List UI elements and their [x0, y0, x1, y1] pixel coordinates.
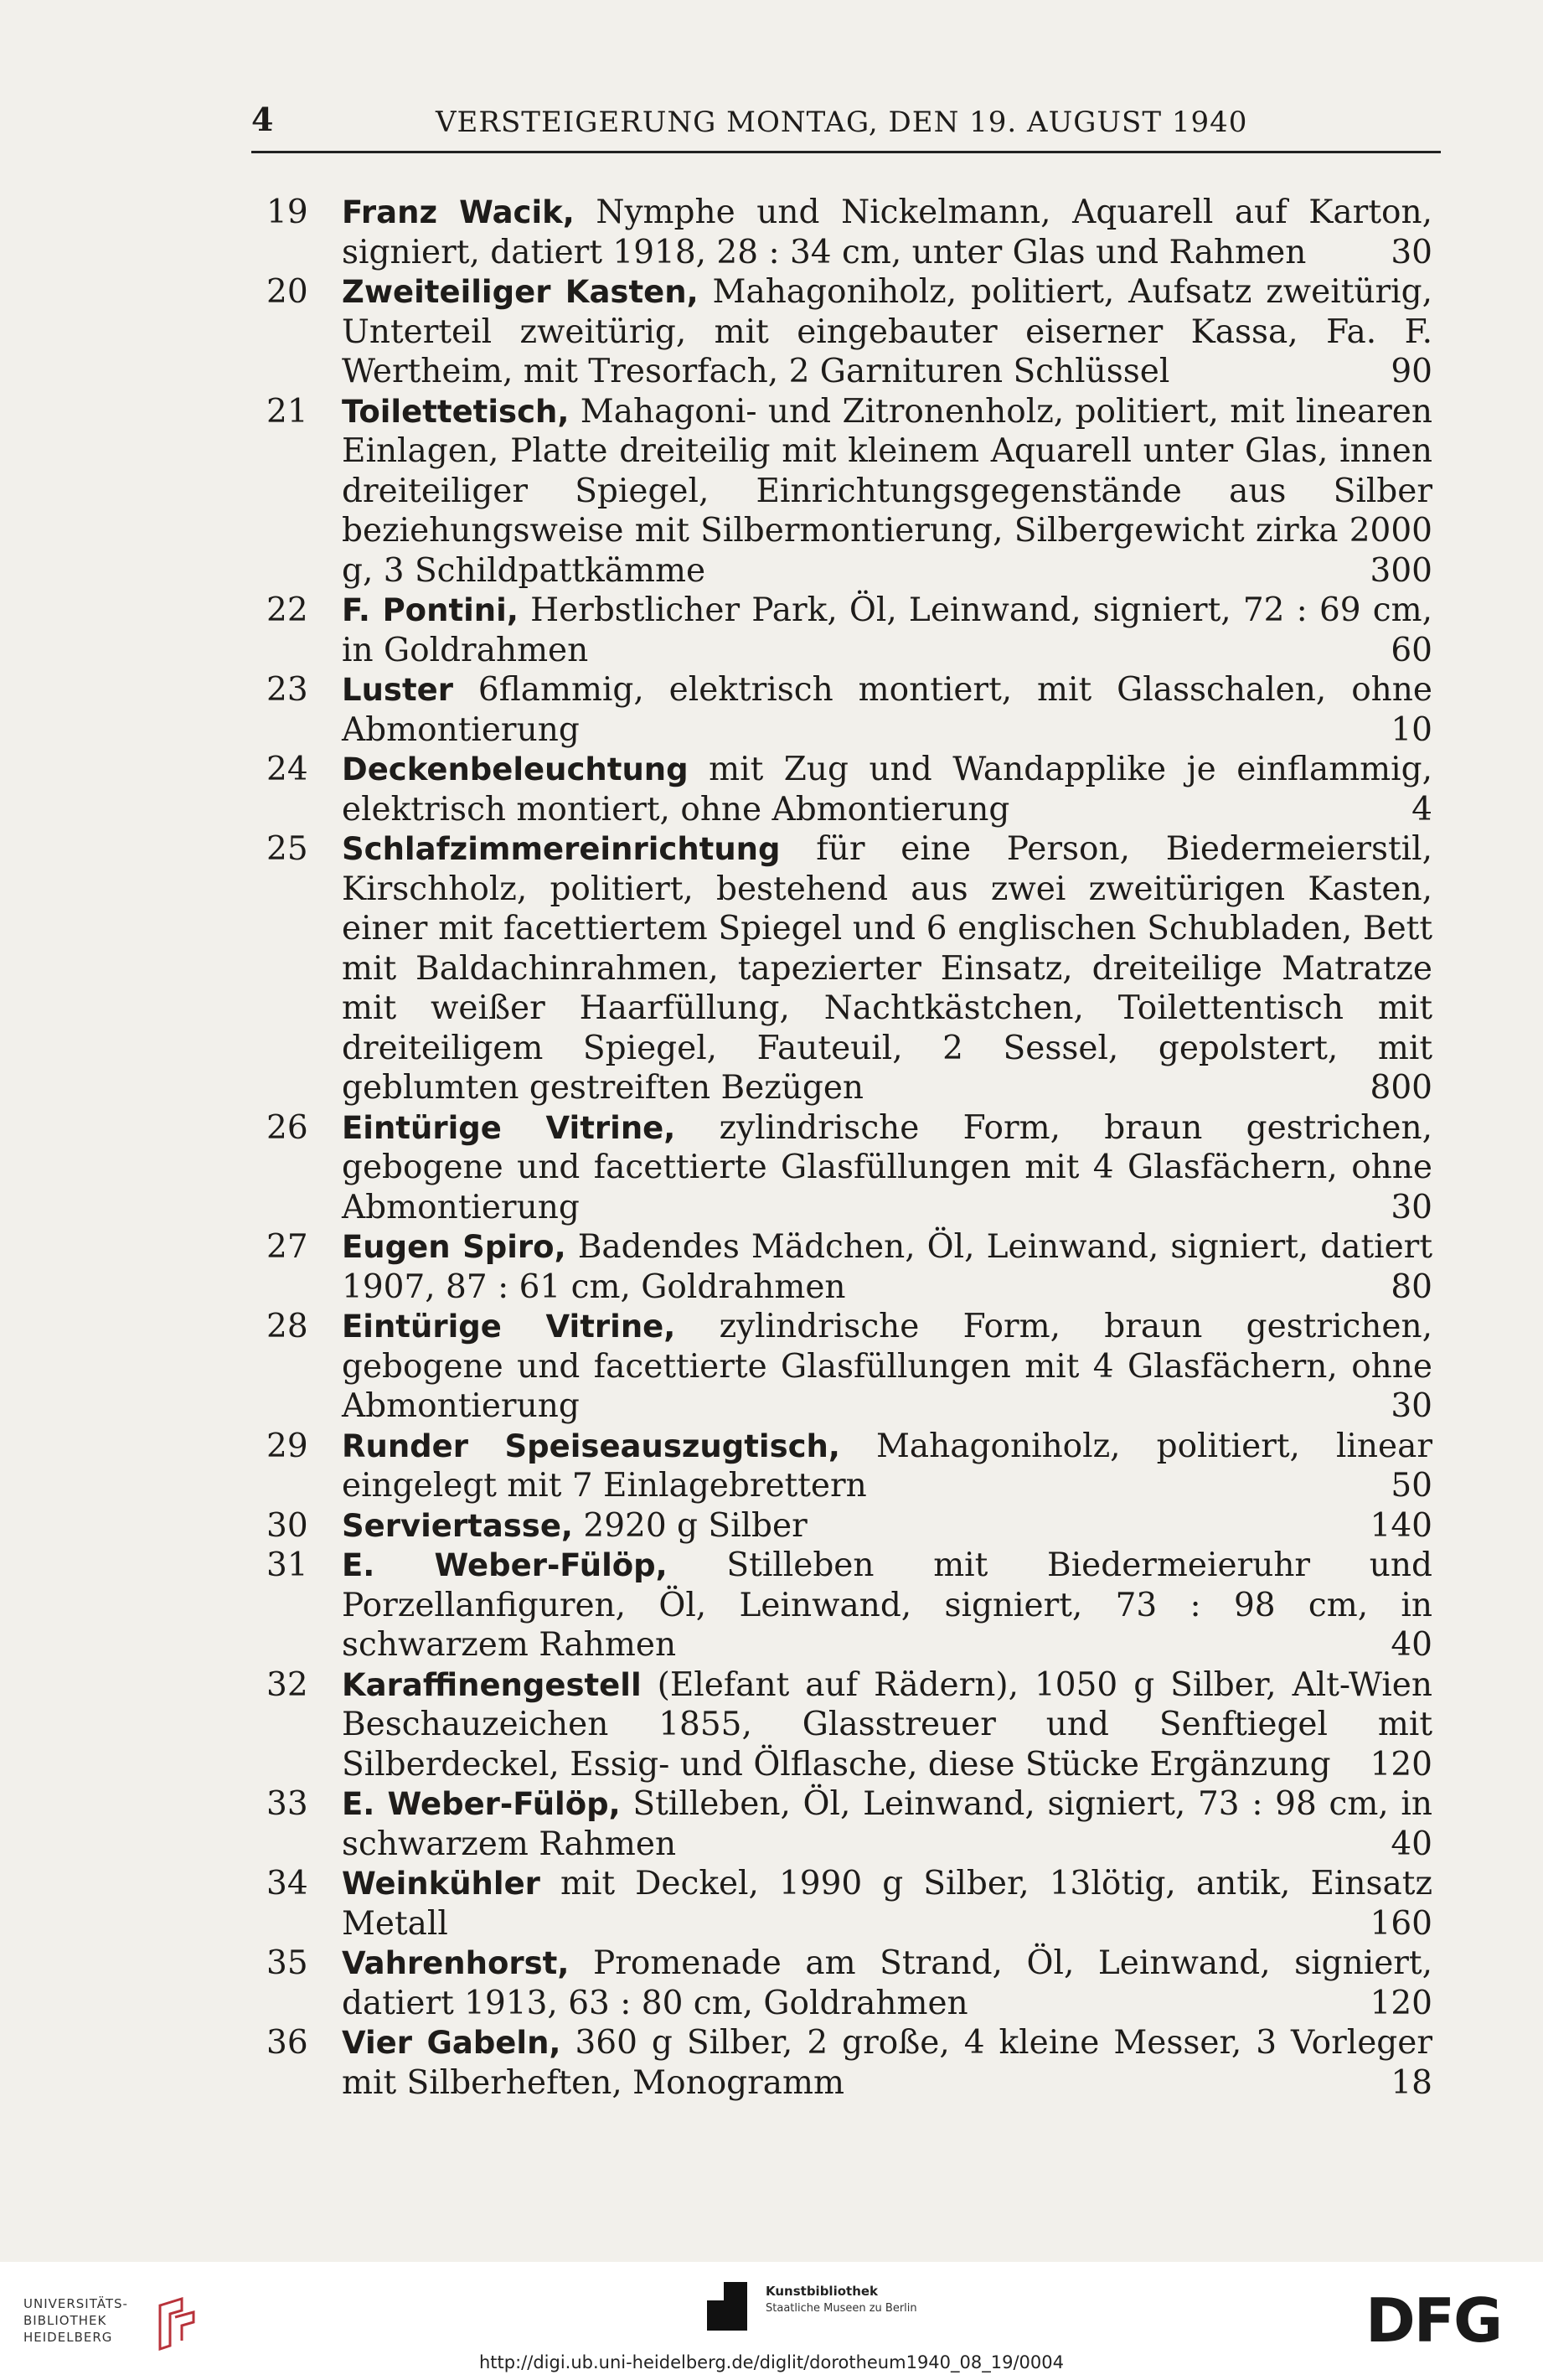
catalog-entry: [251, 1227, 1441, 1307]
lot-text: 2920 g Silber: [572, 1506, 808, 1545]
lot-text: 6flammig, elektrisch montiert, mit Glasschalen, ohne Abmontierung: [342, 671, 1432, 749]
lot-title: Vahrenhorst,: [342, 1945, 570, 1981]
lot-price: 10: [1391, 710, 1432, 749]
lot-title: Weinkühler: [342, 1866, 540, 1902]
lot-price: 4: [1411, 790, 1432, 829]
page-number: 4: [251, 101, 274, 138]
uni-mark-icon: [153, 2297, 197, 2351]
lot-description: [342, 1784, 1441, 1864]
catalog-entry: [251, 829, 1441, 1108]
lot-number: 28: [266, 1308, 308, 1345]
catalog-entry: [251, 1506, 1441, 1546]
lot-number: 31: [266, 1546, 308, 1584]
lot-text: mit Deckel, 1990 g Silber, 13lötig, antik, Einsatz Metall: [342, 1865, 1432, 1943]
catalog-entry: [251, 272, 1441, 392]
running-title: VERSTEIGERUNG MONTAG, DEN 19. AUGUST 1940: [436, 106, 1248, 139]
lot-description: [342, 193, 1441, 272]
lot-text: zylindrische Form, braun gestrichen, gebogene und facettierte Glasfüllungen mit 4 Glasfächern, ohne Abmontierung: [342, 1308, 1433, 1425]
lot-number: 35: [266, 1944, 308, 1982]
kunstbibliothek-logo[interactable]: [705, 2280, 957, 2339]
lot-text: Stilleben, Öl, Leinwand, signiert, 73 : 98 cm, in schwarzem Rahmen: [342, 1785, 1432, 1863]
catalog-entry: [251, 670, 1441, 750]
lot-title: Runder Speiseauszugtisch,: [342, 1427, 840, 1464]
lot-price: 40: [1391, 1626, 1432, 1664]
lot-description: [342, 1427, 1441, 1506]
catalog-entry: [251, 2023, 1441, 2103]
catalog-entry: [251, 750, 1441, 829]
catalog-entry: [251, 1108, 1441, 1228]
lot-title: Eugen Spiro,: [342, 1229, 566, 1265]
catalog-entry: [251, 591, 1441, 670]
lot-text: Mahagoniholz, politiert, Aufsatz zweitürig, Unterteil zweitürig, mit eingebauter eiserner Kassa, Fa. F. Wertheim, mit Tresorfach, 2 Garnituren Schlüssel: [342, 273, 1432, 390]
lot-title: Deckenbeleuchtung: [342, 751, 689, 787]
lot-title: E. Weber-Fülöp,: [342, 1786, 621, 1822]
catalog-entry: [251, 1665, 1441, 1785]
lot-title: Toilettetisch,: [342, 393, 570, 430]
lot-text: Stilleben mit Biedermeieruhr und Porzellanfiguren, Öl, Leinwand, signiert, 73 : 98 cm, in schwarzem Rahmen: [342, 1546, 1432, 1664]
lot-text: für eine Person, Biedermeierstil, Kirschholz, politiert, bestehend aus zwei zweitürigen Kasten, einer mit facettiertem Spiegel und 6 englischen Schubladen, Bett mit Baldachinrahmen, tapezierter Einsatz, dreiteilige Matratze mit weißer Haarfüllung, Nachtkästchen, Toilettentisch mit dreiteiligem Spiegel, Fauteuil, 2 Sessel, gepolstert, mit geblumten gestreiften Bezügen: [342, 830, 1432, 1107]
lot-title: Zweiteiliger Kasten,: [342, 274, 699, 310]
lot-number: 34: [266, 1865, 308, 1902]
lot-text: (Elefant auf Rädern), 1050 g Silber, Alt-Wien Beschauzeichen 1855, Glasstreuer und Senftiegel mit Silberdeckel, Essig- und Ölflasche, diese Stücke Ergänzung: [342, 1665, 1432, 1784]
lot-number: 25: [266, 830, 308, 868]
lot-title: Karaffinengestell: [342, 1666, 642, 1703]
lot-description: [342, 670, 1441, 750]
digitization-footer: [0, 2262, 1543, 2380]
lot-title: E. Weber-Fülöp,: [342, 1547, 668, 1583]
dfg-logo[interactable]: DFG: [1365, 2285, 1502, 2356]
catalog-entry: [251, 1864, 1441, 1944]
lot-description: [342, 1307, 1441, 1427]
lot-description: [342, 591, 1441, 670]
lot-price: 50: [1391, 1467, 1432, 1505]
lot-price: 80: [1391, 1267, 1432, 1306]
lot-price: 30: [1391, 1188, 1432, 1226]
lot-text: Mahagoni- und Zitronenholz, politiert, mit linearen Einlagen, Platte dreiteilig mit kleinem Aquarell unter Glas, innen dreiteiliger Spiegel, Einrichtungsgegenstände aus Silber beziehungsweise mit Silbermontierung, Silbergewicht zirka 2000 g, 3 Schildpattkämme: [342, 392, 1432, 590]
lot-price: 90: [1391, 353, 1432, 390]
catalog-entries: [251, 193, 1441, 2103]
page-header: [251, 101, 1441, 151]
lot-price: 18: [1391, 2063, 1432, 2102]
source-url[interactable]: http://digi.ub.uni-heidelberg.de/diglit/dorotheum1940_08_19/0004: [479, 2352, 1064, 2372]
lot-price: 40: [1391, 1825, 1432, 1863]
lot-description: [342, 750, 1441, 829]
lot-number: 21: [266, 392, 308, 431]
lot-description: [342, 272, 1441, 392]
catalog-entry: [251, 193, 1441, 272]
lot-price: 300: [1370, 551, 1432, 590]
catalog-entry: [251, 392, 1441, 591]
lot-text: mit Zug und Wandapplike je einflammig, elektrisch montiert, ohne Abmontierung: [342, 751, 1432, 829]
lot-number: 20: [266, 273, 308, 311]
lot-text: Badendes Mädchen, Öl, Leinwand, signiert, datiert 1907, 87 : 61 cm, Goldrahmen: [342, 1228, 1432, 1306]
lot-number: 36: [266, 2024, 308, 2062]
lot-text: zylindrische Form, braun gestrichen, gebogene und facettierte Glasfüllungen mit 4 Glasfächern, ohne Abmontierung: [342, 1108, 1433, 1226]
lot-title: Eintürige Vitrine,: [342, 1109, 676, 1146]
uni-logo-line: HEIDELBERG: [23, 2330, 113, 2345]
lot-description: [342, 1506, 1441, 1546]
lot-price: 120: [1370, 1984, 1432, 2022]
lot-title: Eintürige Vitrine,: [342, 1309, 676, 1345]
lot-text: Nymphe und Nickelmann, Aquarell auf Karton, signiert, datiert 1918, 28 : 34 cm, unter Glas und Rahmen: [342, 194, 1432, 271]
lot-number: 29: [266, 1427, 308, 1465]
lot-number: 19: [266, 194, 308, 231]
kb-title: Kunstbibliothek: [766, 2284, 879, 2299]
lot-number: 26: [266, 1108, 308, 1147]
lot-number: 24: [266, 751, 308, 788]
lot-number: 22: [266, 591, 308, 629]
lot-number: 33: [266, 1785, 308, 1823]
lot-text: Promenade am Strand, Öl, Leinwand, signiert, datiert 1913, 63 : 80 cm, Goldrahmen: [342, 1944, 1432, 2022]
lot-number: 23: [266, 671, 308, 709]
lot-description: [342, 1227, 1441, 1307]
lot-number: 30: [266, 1506, 308, 1545]
kunstbibliothek-mark-icon: [705, 2280, 749, 2332]
lot-number: 27: [266, 1228, 308, 1266]
kb-subtitle: Staatliche Museen zu Berlin: [766, 2302, 917, 2315]
lot-price: 800: [1370, 1069, 1432, 1107]
lot-text: Herbstlicher Park, Öl, Leinwand, signiert, 72 : 69 cm, in Goldrahmen: [342, 591, 1432, 669]
lot-text: 360 g Silber, 2 große, 4 kleine Messer, 3 Vorleger mit Silberheften, Monogramm: [342, 2024, 1432, 2102]
catalog-entry: [251, 1307, 1441, 1427]
lot-title: Franz Wacik,: [342, 194, 575, 230]
catalog-entry: [251, 1427, 1441, 1506]
catalog-entry: [251, 1944, 1441, 2023]
lot-price: 160: [1370, 1904, 1432, 1943]
lot-description: [342, 2023, 1441, 2103]
lot-title: Vier Gabeln,: [342, 2025, 561, 2061]
lot-text: Mahagoniholz, politiert, linear eingelegt mit 7 Einlagebrettern: [342, 1427, 1432, 1505]
lot-title: Serviertasse,: [342, 1507, 573, 1544]
lot-description: [342, 1546, 1441, 1665]
catalog-entry: [251, 1784, 1441, 1864]
lot-price: 120: [1370, 1745, 1432, 1784]
lot-title: F. Pontini,: [342, 592, 519, 628]
lot-description: [342, 1944, 1441, 2023]
lot-price: 30: [1391, 1387, 1432, 1425]
lot-description: [342, 1108, 1441, 1228]
lot-description: [342, 1864, 1441, 1944]
lot-number: 32: [266, 1665, 308, 1704]
header-rule: [251, 151, 1441, 153]
uni-logo-line: BIBLIOTHEK: [23, 2313, 107, 2328]
lot-title: Luster: [342, 672, 453, 708]
lot-price: 60: [1391, 631, 1432, 669]
lot-description: [342, 829, 1441, 1108]
uni-logo-line: UNIVERSITÄTS-: [23, 2296, 128, 2311]
catalog-entry: [251, 1546, 1441, 1665]
lot-price: 140: [1370, 1506, 1432, 1545]
lot-price: 30: [1391, 233, 1432, 271]
lot-title: Schlafzimmereinrichtung: [342, 831, 781, 867]
lot-description: [342, 1665, 1441, 1785]
lot-description: [342, 392, 1441, 591]
